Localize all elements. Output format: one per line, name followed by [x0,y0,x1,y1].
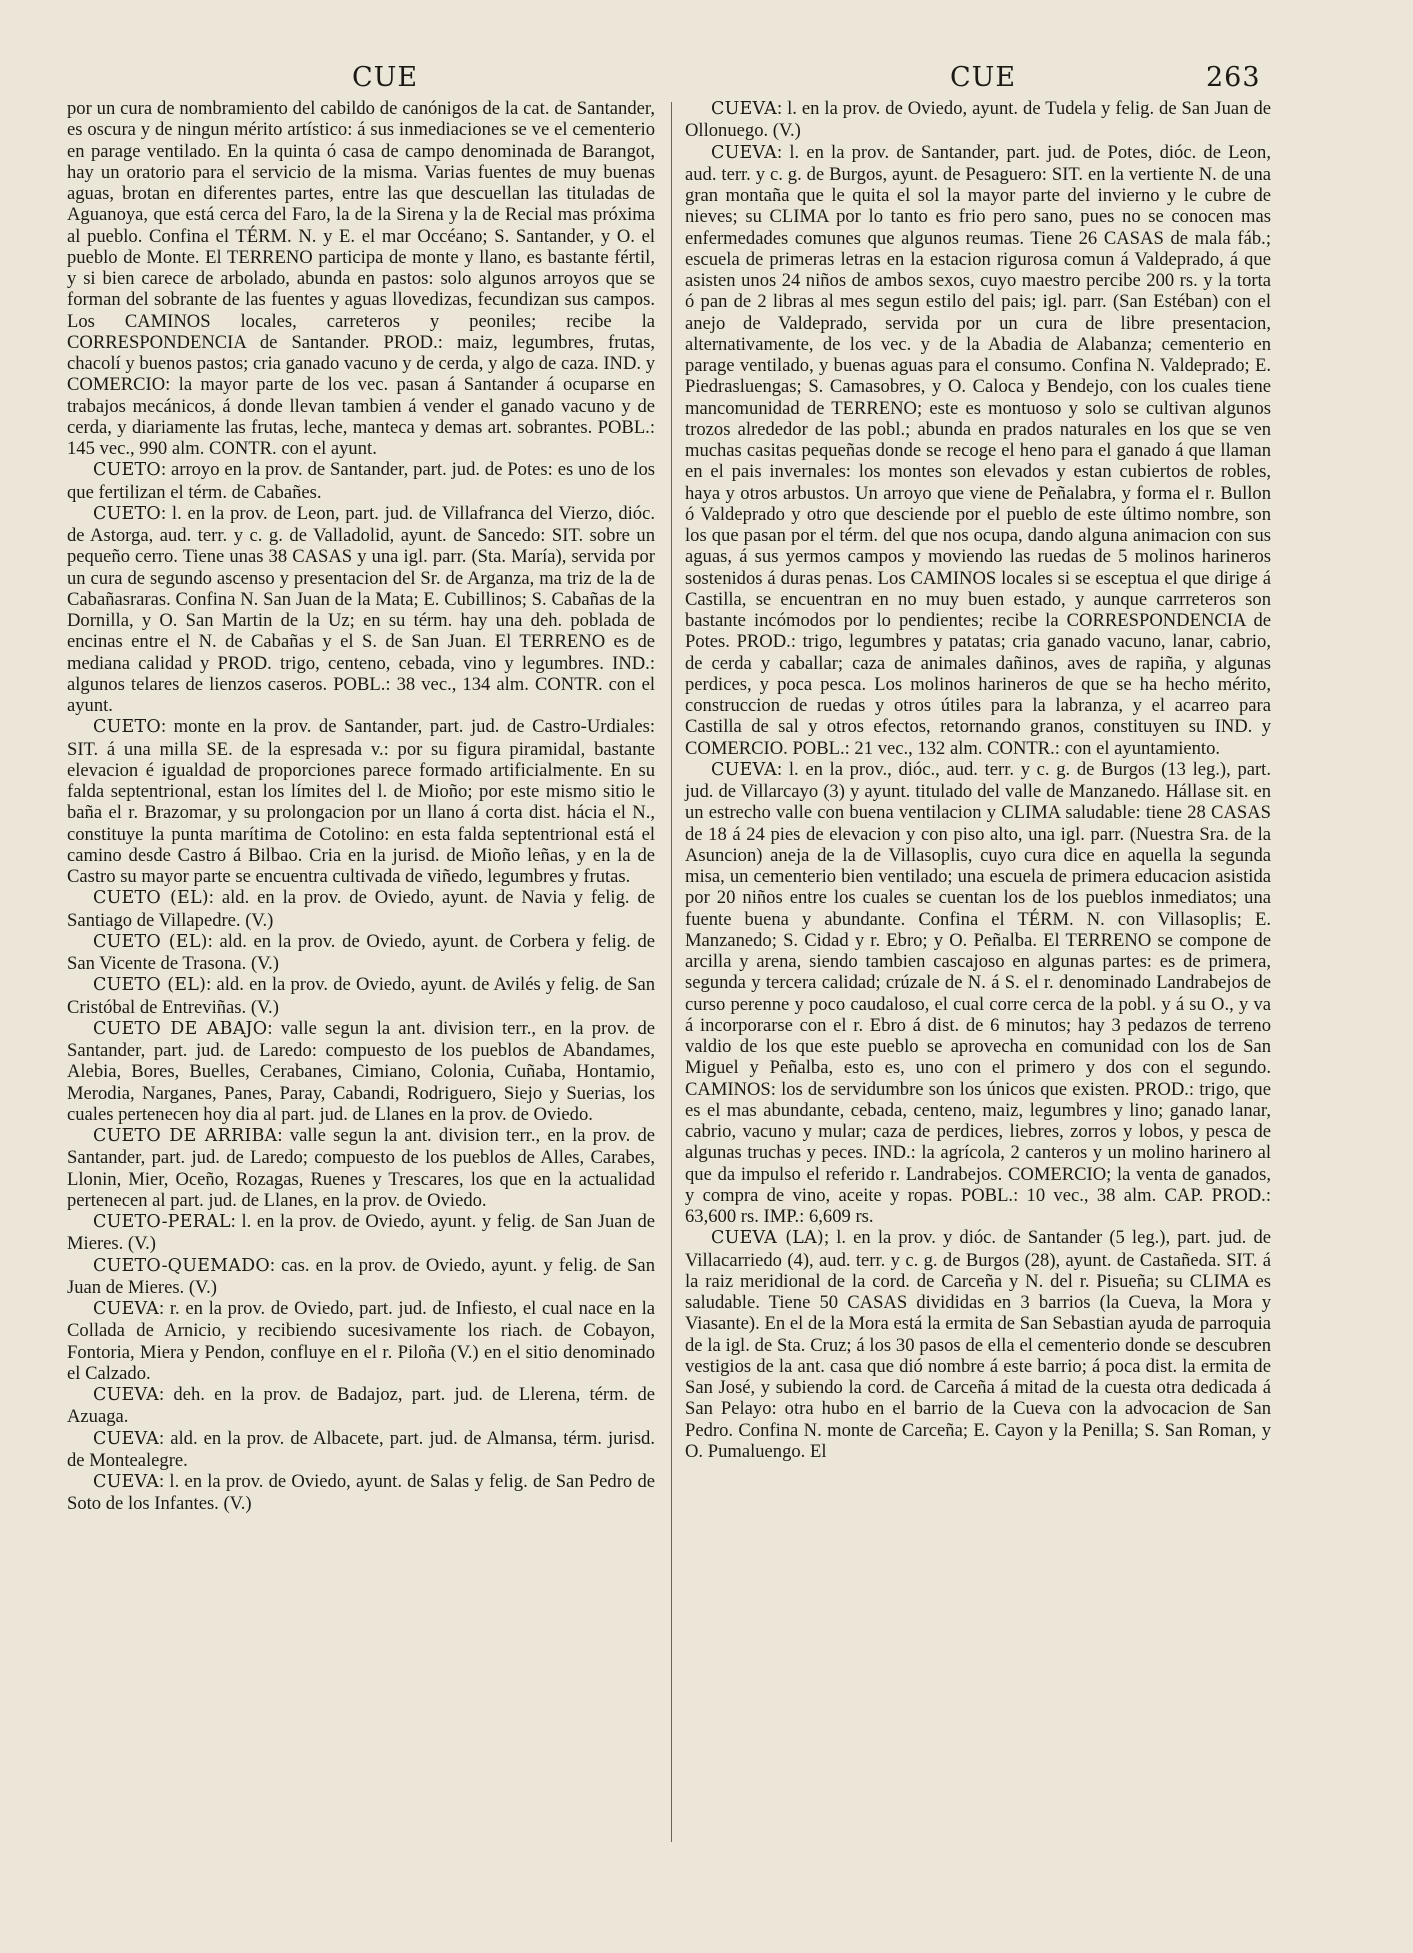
dictionary-entry [67,974,655,1018]
dictionary-entry [67,1211,655,1255]
entry-headword: CUETO (EL) [93,931,208,952]
entry-headword: CUETO (EL) [93,888,209,909]
dictionary-entry [67,887,655,931]
left-column [67,98,655,1515]
entry-text: por un cura de nombramiento del cabildo de canónigos de la cat. de Santander, es oscura y de ningun mérito artístico: á sus inmediaciones se ve el cementerio en parage ventilado. En la quinta ó casa de campo denominada de Barangot, hay un oratorio para el servicio de la misma. Varias fuentes de muy buenas aguas, brotan en diferentes partes, entre las que descuellan las tituladas de Aguanoya, que está cerca del Faro, la de la Sirena y la de Recial mas próxima al pueblo. Confina el TÉRM. N. y E. el mar Occéano; S. Santander, y O. el pueblo de Monte. El TERRENO participa de monte y llano, es bastante fértil, y si bien carece de arbolado, abunda en pastos: solo algunos arroyos que se forman del sobrante de las fuentes y aguas llovedizas, fecundizan sus campos. Los CAMINOS locales, carreteros y peoniles; recibe la CORRESPONDENCIA de Santander. PROD.: maiz, legumbres, frutas, chacolí y buenos pastos; cria ganado vacuno y de cerda, y algo de caza. IND. y COMERCIO: la mayor parte de los vec. pasan á Santander á ocuparse en trabajos mecánicos, á donde llevan tambien á vender el ganado vacuno y de cerda, y diariamente las frutas, leche, manteca y demas art. sobrantes. POBL.: 145 vec., 990 alm. CONTR. con el ayunt. [67,98,655,459]
entry-headword: CUETO [93,717,161,738]
entry-headword: CUEVA [93,1472,160,1492]
page-number: 263 [1206,62,1261,93]
entry-text: : ald. en la prov. de Oviedo, ayunt. de Avilés y felig. de San Cristóbal de Entreviñas. (V.) [67,974,656,1018]
right-column [685,98,1271,1462]
entry-headword: CUEVA [93,1385,160,1405]
dictionary-entry [67,1384,655,1428]
entry-headword: CUETO-QUEMADO [93,1255,270,1276]
running-head-left: CUE [352,62,419,93]
entry-text: : l. en la prov., dióc., aud. terr. y c. g. de Burgos (13 leg.), part. jud. de Villarcayo (3) y ayunt. titulado del valle de Manzanedo. Hállase sit. en un estrecho valle con buena ventilacion y CLIMA saludable: tiene 28 CASAS de 18 á 24 pies de elevacion y con piso alto, una igl. parr. (Nuestra Sra. de la Asuncion) aneja de la de Villasoplis, cuyo cura dice en aquella la segunda misa, un cementerio bien ventilado; una escuela de primera educacion asistida por 20 niños entre los cuales se cuentan los de los pueblos inmediatos; una fuente buena y abundante. Confina el TÉRM. N. con Villasoplis; E. Manzanedo; S. Cidad y r. Ebro; y O. Peñalba. El TERRENO se compone de arcilla y arena, siendo tambien cascajoso en algunas partes: es de primera, segunda y tercera calidad; crúzale de N. á S. el r. denominado Landrabejos de curso perenne y poco caudaloso, el cual corre cerca de la pobl. y á su O., y va á incorporarse con el r. Ebro á dist. de 6 minutos; hay 3 pedazos de terreno valdio de los que este pueblo se aprovecha en comunidad con los de San Miguel y Peñalba, esto es, uno con el primero y dos con el segundo. CAMINOS: los de servidumbre son los únicos que existen. PROD.: trigo, que es el mas abundante, cebada, centeno, maiz, legumbres y lino; ganado lanar, cabrio, vacuno y mular; caza de perdices, liebres, zorros y lobos, y pesca de algunas truchas y peces. IND.: la agrícola, 2 canteros y un molino harinero al que da impulso el referido r. Landrabejos. COMERCIO; la venta de ganados, y compra de vino, aceite y ropas. POBL.: 10 vec., 38 alm. CAP. PROD.: 63,600 rs. IMP.: 6,609 rs. [685,758,1271,1227]
entry-text: : ald. en la prov. de Albacete, part. jud. de Almansa, térm. jurisd. de Montealegre. [67,1427,655,1471]
entry-headword: CUEVA [93,1299,160,1319]
dictionary-entry [685,759,1271,1228]
entry-headword: CUETO DE ARRIBA [93,1126,278,1146]
entry-text: : valle segun la ant. division terr., en la prov. de Santander, part. jud. de Laredo; compuesto de los pueblos de Alles, Carabes, Llonin, Mier, Oceño, Rozagas, Ruenes y Trescares, los que en la actualidad pertenecen al part. jud. de Llanes, en la prov. de Oviedo. [67,1125,655,1211]
dictionary-entry [67,1125,655,1211]
entry-headword: CUEVA [711,99,778,119]
entry-text: ; l. en la prov. y dióc. de Santander (5 leg.), part. jud. de Villacarriedo (4), aud. terr. y c. g. de Burgos (28), ayunt. de Castañeda. SIT. á la raiz meridional de la cord. de Carceña y N. del r. Pisueña; su CLIMA es saludable. Tiene 50 CASAS divididas en 3 barrios (la Cueva, la Mora y Viasante). En el de la Mora está la ermita de San Sebastian ayuda de parroquia de la igl. de Sta. Cruz; á los 30 pasos de ella el cementerio donde se descubren vestigios de la ant. casa que dió nombre á este barrio; á poca dist. la ermita de San José, y subiendo la cord. de Carceña á mitad de la cuesta otra dedicada á San Pelayo: otra hubo en el barrio de la Cueva con la advocacion de San Pedro. Confina N. monte de Carceña; E. Cayon y la Penilla; S. San Roman, y O. Pumaluengo. El [685,1227,1271,1462]
dictionary-entry [67,503,655,717]
column-divider [671,102,672,1842]
entry-text: : deh. en la prov. de Badajoz, part. jud. de Llerena, térm. de Azuaga. [67,1384,655,1428]
entry-text: : ald. en la prov. de Oviedo, ayunt. de Navia y felig. de Santiago de Villapedre. (V.) [67,887,655,931]
entry-headword: CUETO [93,460,161,481]
entry-text: : ald. en la prov. de Oviedo, ayunt. de Corbera y felig. de San Vicente de Trasona. (V.) [67,930,656,974]
entry-text: : r. en la prov. de Oviedo, part. jud. de Infiesto, el cual nace en la Collada de Arnicio, y recibiendo sucesivamente los riach. de Cobayon, Fontoria, Miera y Pendon, confluye en el r. Piloña (V.) en el sitio denominado el Calzado. [67,1298,655,1384]
entry-text: : l. en la prov. de Santander, part. jud. de Potes, dióc. de Leon, aud. terr. y c. g. de Burgos, ayunt. de Pesaguero: SIT. en la vertiente N. de una gran montaña que le quita el sol la mayor parte del invierno y le cubre de nieves; su CLIMA por lo tanto es frio pero sano, pues no se conocen mas enfermedades comunes que algunos reumas. Tiene 26 CASAS de mala fáb.; escuela de primeras letras en la estacion rigurosa comun á Valdeprado, á que asisten unos 24 niños de ambos sexos, cuyo maestro percibe 200 rs. y la torta ó pan de 2 libras al mes segun estilo del pais; igl. parr. (San Estéban) con el anejo de Valdeprado, servida por un cura de libre presentacion, alternativamente, de los vec. y de la Abadia de Alabanza; cementerio en parage ventilado, y buenas aguas para el consumo. Confina N. Valdeprado; E. Piedrasluengas; S. Camasobres, y O. Caloca y Bendejo, con los cuales tiene mancomunidad de TERRENO; este es montuoso y solo se cultivan algunos trozos alrededor de las pobl.; abunda en prados naturales en los que se ven muchas casitas pequeñas donde se recoge el heno para el ganado á que llaman en el pais invernales: los montes son elevados y estan cubiertos de robles, haya y otros arbustos. Un arroyo que viene de Peñalabra, y forma el r. Bullon ó Valdeprado y otro que desciende por el pueblo de este último nombre, son los que pasan por el térm. del que nos ocupa, dando alguna animacion con sus aguas, á sus yermos campos y moviendo las ruedas de 5 molinos harineros sostenidos á duras penas. Los CAMINOS locales si se esceptua el que dirige á Castilla, se encuentran en no muy buen estado, y aunque carrreteros son bastante incómodos por lo pendientes; recibe la CORRESPONDENCIA de Potes. PROD.: trigo, legumbres y patatas; cria ganado vacuno, lanar, cabrio, de cerda y caballar; caza de animales dañinos, aves de rapiña, y algunas perdices, y poca pesca. Los molinos harineros de que se ha hecho mérito, construccion de ruedas y otros útiles para la labranza, y el acarreo para Castilla de sal y otros efectos, retornando granos, constituyen su IND. y COMERCIO. POBL.: 21 vec., 132 alm. CONTR.: con el ayuntamiento. [685,141,1271,759]
entry-text: : l. en la prov. de Oviedo, ayunt. de Salas y felig. de San Pedro de Soto de los Infantes. (V.) [67,1471,655,1515]
dictionary-entry [67,1428,655,1472]
running-head [0,62,1413,102]
entry-headword: CUEVA [93,1428,160,1449]
entry-headword: CUETO (EL) [93,975,207,996]
entry-text: : l. en la prov. de Oviedo, ayunt. y felig. de San Juan de Mieres. (V.) [67,1211,655,1255]
entry-text: : l. en la prov. de Leon, part. jud. de Villafranca del Vierzo, dióc. de Astorga, aud. terr. y c. g. de Valladolid, ayunt. de Sancedo: SIT. sobre un pequeño cerro. Tiene unas 38 CASAS y una igl. parr. (Sta. María), servida por un cura de segundo ascenso y presentacion del Sr. de Arganza, ma triz de la de Cabañasraras. Confina N. San Juan de la Mata; E. Cubillinos; S. Cabañas de la Dornilla, y O. San Martin de la Uz; en su térm. hay una deh. poblada de encinas entre el N. de Cabañas y el S. de San Juan. El TERRENO es de mediana calidad y PROD. trigo, centeno, cebada, vino y legumbres. IND.: algunos telares de lienzos caseros. POBL.: 38 vec., 134 alm. CONTR. con el ayunt. [67,502,655,716]
entry-headword: CUETO DE ABAJO [93,1018,268,1039]
dictionary-entry [67,98,655,459]
dictionary-entry [67,1298,655,1384]
dictionary-entry [67,1471,655,1515]
dictionary-entry [67,931,655,975]
entry-text: : cas. en la prov. de Oviedo, ayunt. y felig. de San Juan de Mieres. (V.) [67,1254,655,1298]
dictionary-entry [67,1018,655,1125]
entry-headword: CUETO-PERAL [93,1212,231,1232]
running-head-right: CUE [950,62,1017,93]
entry-text: : l. en la prov. de Oviedo, ayunt. de Tudela y felig. de San Juan de Ollonuego. (V.) [685,98,1271,142]
entry-headword: CUEVA (LA) [711,1228,824,1249]
entry-text: : valle segun la ant. division terr., en la prov. de Santander, part. jud. de Laredo: compuesto de los pueblos de Abandames, Alebia, Bores, Buelles, Cerabanes, Cimiano, Colonia, Cuñaba, Hontamio, Merodia, Narganes, Panes, Paray, Cabandi, Rodriguero, Siejo y Suerias, los cuales pertenecen hoy dia al part. jud. de Llanes en la prov. de Oviedo. [67,1017,655,1125]
dictionary-entry [685,1227,1271,1462]
dictionary-entry [685,142,1271,759]
entry-text: : arroyo en la prov. de Santander, part. jud. de Potes: es uno de los que fertilizan el térm. de Cabañes. [67,459,655,503]
entry-headword: CUEVA [711,142,778,163]
entry-headword: CUEVA [711,759,778,780]
dictionary-entry [67,716,655,887]
dictionary-entry [67,1255,655,1299]
entry-text: : monte en la prov. de Santander, part. jud. de Castro-Urdiales: SIT. á una milla SE. de la espresada v.: por su figura piramidal, bastante elevacion é igualdad de proporciones parece formado artificialmente. En su falda septentrional, estan los límites del l. de Mioño; por este mismo sitio le baña el r. Brazomar, y su prolongacion por un llano á corta dist. hácia el N., constituye la punta marítima de Cotolino: en esta falda septentrional está el camino desde Castro á Bilbao. Cria en la jurisd. de Mioño leñas, y en la de Castro su mayor parte se encuentra cultivada de viñedo, legumbres y frutas. [67,716,655,887]
dictionary-entry [67,459,655,503]
entry-headword: CUETO [93,503,161,524]
dictionary-entry [685,98,1271,142]
